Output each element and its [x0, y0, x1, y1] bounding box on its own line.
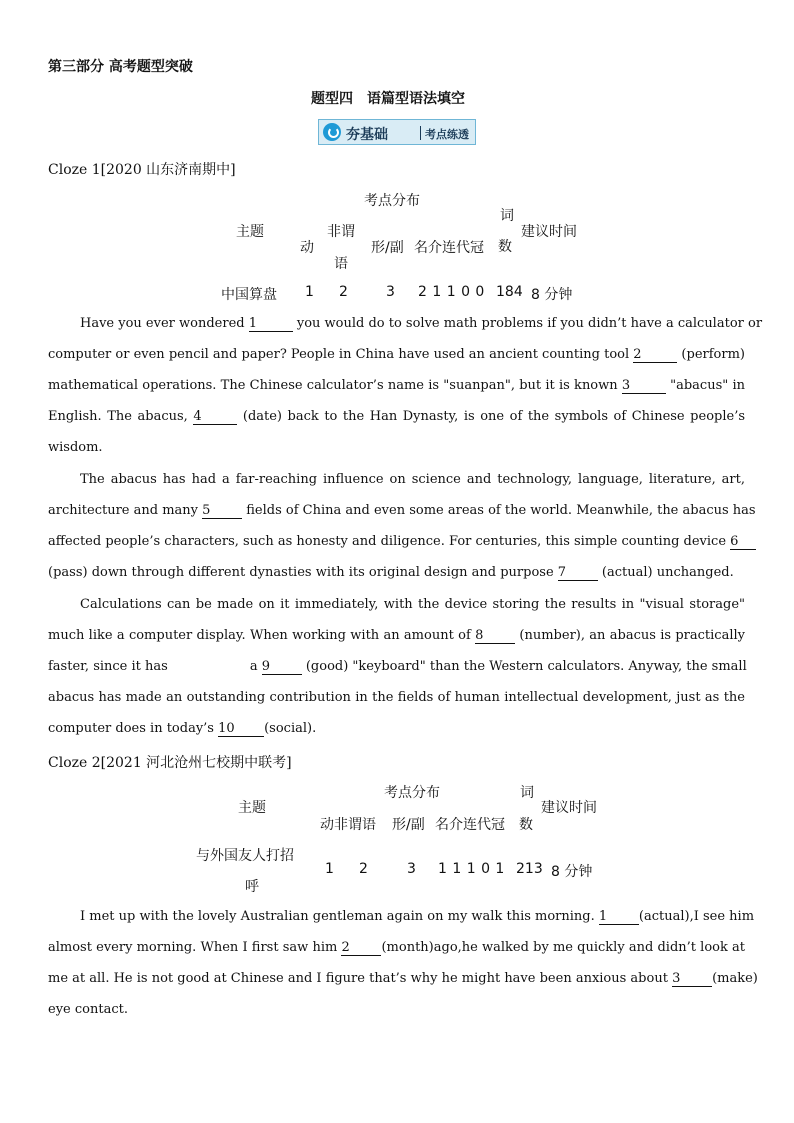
blank-3[interactable]: 3	[622, 378, 666, 394]
passage-text: architecture and many	[48, 503, 203, 518]
passage-text: (good) "keyboard" than the Western calculators. Anyway, the small	[301, 659, 747, 674]
cloze2-words-header-top: 词	[520, 785, 534, 801]
badge-divider	[420, 126, 421, 140]
passage-text: (number), an abacus is practically	[515, 628, 745, 643]
passage-text: (social).	[264, 721, 317, 736]
cloze2-time: 8 分钟	[551, 864, 593, 880]
passage-text: English. The abacus,	[48, 409, 194, 424]
passage-text: Have you ever wondered	[80, 316, 249, 331]
blank-1[interactable]: 1	[249, 316, 293, 332]
passage-text: (perform)	[677, 347, 745, 362]
cloze1-nonfinite-count: 2	[339, 284, 348, 300]
cloze2-theme-header: 主题	[238, 800, 266, 816]
passage-text: (month)ago,he walked by me quickly and didn’t look at	[381, 940, 745, 955]
section-badge	[318, 119, 476, 145]
cloze1-noun-etc-counts: 2 1 1 0 0	[418, 284, 485, 300]
badge-sub-label: 考点练透	[425, 128, 469, 141]
cloze2-topic: 与外国友人打招	[196, 848, 294, 864]
cloze2-kaodian-header: 考点分布	[384, 785, 440, 801]
passage-text: (actual) unchanged.	[597, 565, 734, 580]
cloze2-verb-count: 1	[325, 861, 334, 877]
cloze1-adj-adv-header: 形/副	[371, 240, 404, 256]
cloze1-adj-adv-count: 3	[386, 284, 395, 300]
cloze1-words-header-bottom: 数	[498, 239, 512, 255]
blank-3[interactable]: 3	[672, 971, 712, 987]
passage-text: The abacus has had a far-reaching influence on science and technology, language, literature, art,	[80, 472, 745, 487]
cloze1-paragraph-1	[48, 308, 763, 463]
cloze1-heading: Cloze 1[2020 山东济南期中]	[48, 162, 236, 178]
passage-text: almost every morning. When I first saw him	[48, 940, 342, 955]
passage-text: computer or even pencil and paper? People in China have used an ancient counting tool	[48, 347, 634, 362]
passage-text: (actual),I see him	[638, 909, 755, 924]
passage-text: (date) back to the Han Dynasty, is one of the symbols of Chinese people’s	[237, 409, 745, 424]
passage-text: a	[249, 659, 262, 674]
blank-7[interactable]: 7	[558, 565, 598, 581]
cloze1-word-count: 184	[496, 284, 523, 300]
cloze1-paragraph-2	[48, 464, 756, 588]
passage-text: me at all. He is not good at Chinese and I figure that’s why he might have been anxious about	[48, 971, 673, 986]
cloze1-nonfinite-header: 非谓	[327, 224, 355, 240]
cloze1-topic: 中国算盘	[221, 287, 277, 303]
badge-logo-icon	[323, 123, 341, 141]
cloze2-noun-etc-counts: 1 1 1 0 1	[438, 861, 505, 877]
cloze1-theme-header: 主题	[236, 224, 264, 240]
passage-text: (pass) down through different dynasties with its original design and purpose	[48, 565, 558, 580]
cloze1-verb-count: 1	[305, 284, 314, 300]
cloze1-kaodian-header: 考点分布	[364, 193, 420, 209]
cloze1-time-header: 建议时间	[521, 224, 577, 240]
cloze2-verb-nonfinite-header: 动非谓语	[320, 817, 376, 833]
cloze2-topic-2: 呼	[245, 879, 259, 895]
passage-text: Calculations can be made on it immediately, with the device storing the results in "visual storage"	[80, 597, 745, 612]
blank-10[interactable]: 10	[218, 721, 264, 737]
cloze2-adj-adv-header: 形/副	[392, 817, 425, 833]
cloze1-noun-etc-header: 名介连代冠	[414, 240, 484, 256]
cloze2-paragraph-1	[48, 901, 758, 1025]
passage-text: computer does in today’s	[48, 721, 219, 736]
passage-text: mathematical operations. The Chinese calculator’s name is "suanpan", but it is known	[48, 378, 622, 393]
passage-text: affected people’s characters, such as honesty and diligence. For centuries, this simple counting device	[48, 534, 731, 549]
passage-text: much like a computer display. When working with an amount of	[48, 628, 476, 643]
passage-text: I met up with the lovely Australian gentleman again on my walk this morning.	[80, 909, 599, 924]
blank-5[interactable]: 5	[202, 503, 242, 519]
blank-6[interactable]: 6	[730, 534, 756, 550]
cloze1-paragraph-3	[48, 589, 745, 744]
cloze1-nonfinite-header-2: 语	[334, 256, 348, 272]
passage-text: "abacus" in	[665, 378, 745, 393]
blank-2[interactable]: 2	[633, 347, 677, 363]
cloze2-words-header-bottom: 数	[519, 817, 533, 833]
passage-text: abacus has made an outstanding contribution in the fields of human intellectual development, just as the	[48, 690, 745, 705]
passage-text: eye contact.	[48, 1002, 128, 1017]
passage-text: wisdom.	[48, 440, 103, 455]
blank-4[interactable]: 4	[193, 409, 237, 425]
passage-text: (make)	[712, 971, 758, 986]
cloze2-noun-etc-header: 名介连代冠	[435, 817, 505, 833]
passage-text: fields of China and even some areas of the world. Meanwhile, the abacus has	[242, 503, 756, 518]
badge-main-label: 夯基础	[346, 127, 388, 143]
passage-text: faster, since it has	[48, 659, 168, 674]
blank-8[interactable]: 8	[475, 628, 515, 644]
cloze1-time: 8 分钟	[531, 287, 573, 303]
cloze1-words-header-top: 词	[500, 208, 514, 224]
cloze2-adj-adv-count: 3	[407, 861, 416, 877]
section-label: 第三部分 高考题型突破	[48, 59, 193, 75]
passage-text: you would do to solve math problems if you didn’t have a calculator or	[292, 316, 763, 331]
cloze2-nonfinite-count: 2	[359, 861, 368, 877]
blank-9[interactable]: 9	[262, 659, 302, 675]
blank-2[interactable]: 2	[341, 940, 381, 956]
cloze2-word-count: 213	[516, 861, 543, 877]
cloze1-verb-header: 动	[300, 240, 314, 256]
cloze2-heading: Cloze 2[2021 河北沧州七校期中联考]	[48, 755, 292, 771]
cloze2-time-header: 建议时间	[541, 800, 597, 816]
blank-1[interactable]: 1	[599, 909, 639, 925]
page-title: 题型四 语篇型语法填空	[311, 91, 465, 107]
